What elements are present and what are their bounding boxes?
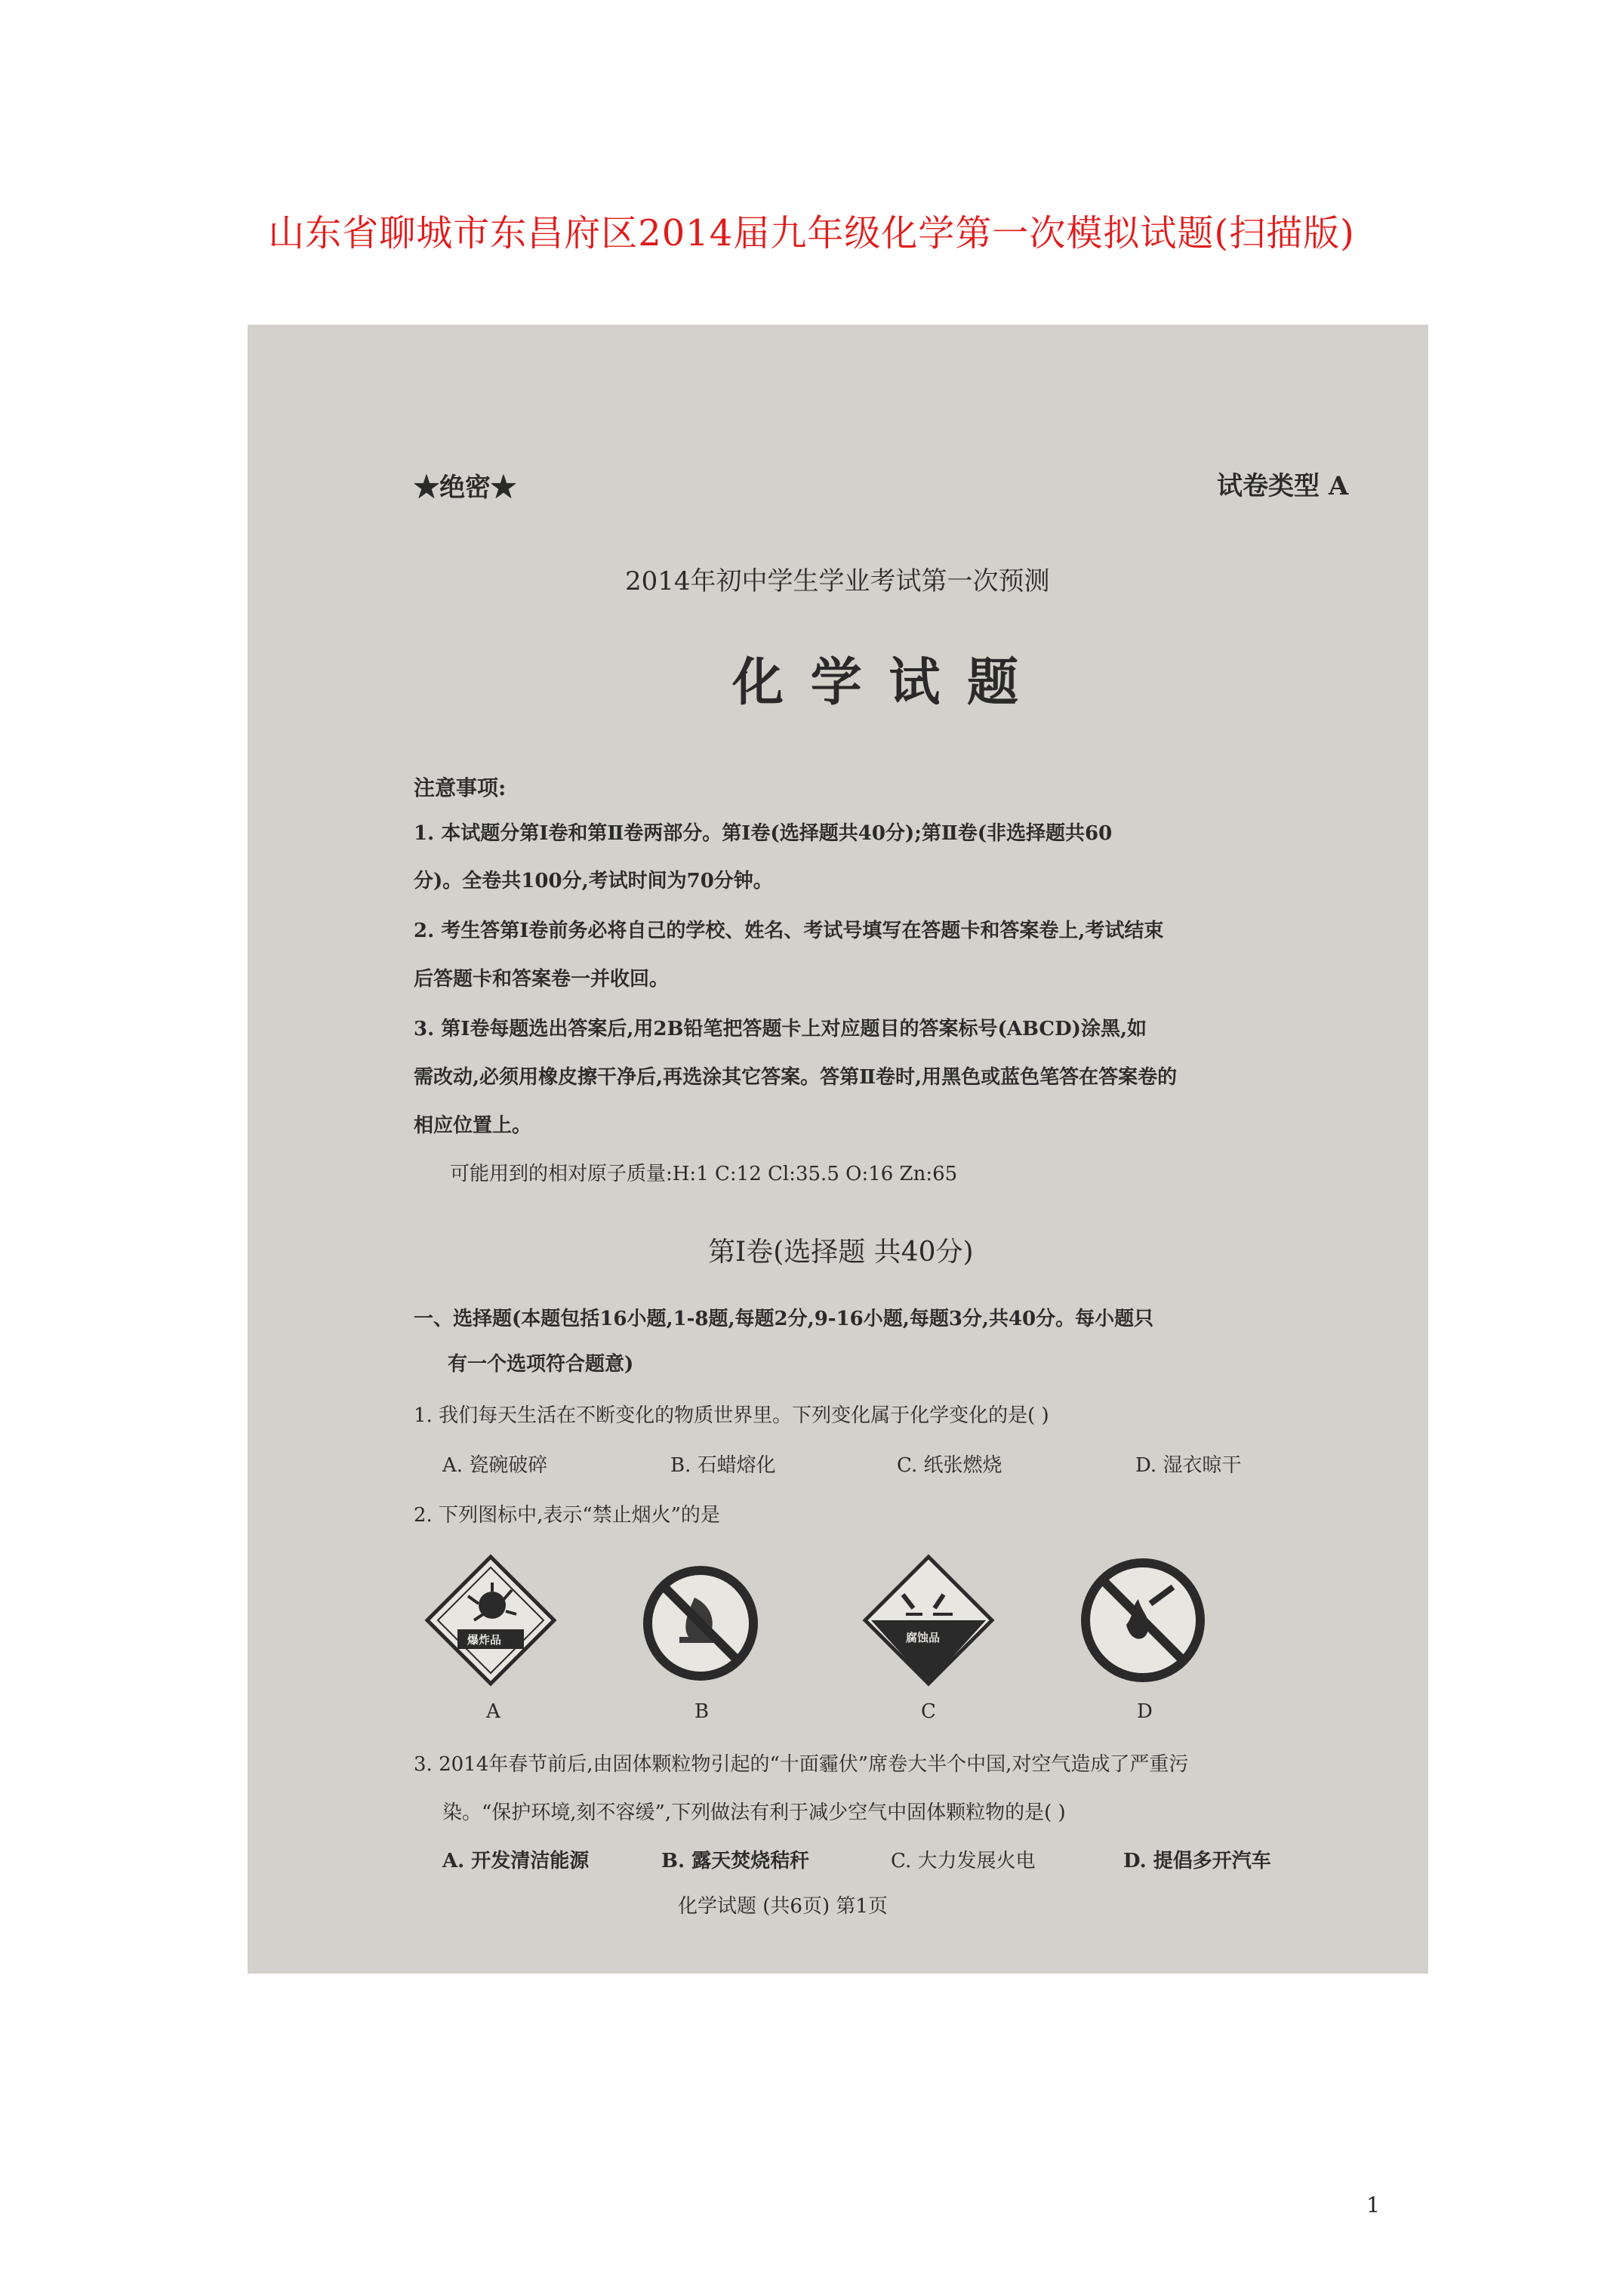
corrosive-sign-icon [861,1552,996,1688]
q1-option-a: A. 瓷碗破碎 [442,1454,548,1477]
notes-line: 1. 本试题分第Ⅰ卷和第Ⅱ卷两部分。第Ⅰ卷(选择题共40分);第Ⅱ卷(非选择题共60 [414,822,1113,845]
document-title: 山东省聊城市东昌府区2014届九年级化学第一次模拟试题(扫描版) [268,212,1355,254]
atomic-masses: 可能用到的相对原子质量:H:1 C:12 Cl:35.5 O:16 Zn:65 [450,1163,958,1185]
sign-label-c: C [921,1700,936,1723]
no-smoking-fire-sign-icon [1078,1555,1208,1685]
notes-line: 3. 第Ⅰ卷每题选出答案后,用2B铅笔把答题卡上对应题目的答案标号(ABCD)涂黑,如 [414,1018,1147,1040]
question-2-stem: 2. 下列图标中,表示“禁止烟火”的是 [414,1504,720,1527]
page-number: 1 [1366,2193,1380,2217]
question-3-stem: 3. 2014年春节前后,由固体颗粒物引起的“十面霾伏”席卷大半个中国,对空气造成了严重污 [414,1753,1189,1776]
subject-title: 化 学 试 题 [732,652,1024,713]
notes-line: 2. 考生答第Ⅰ卷前务必将自己的学校、姓名、考试号填写在答题卡和答案卷上,考试结束 [414,920,1164,942]
question-3-stem: 染。“保护环境,刻不容缓”,下列做法有利于减少空气中固体颗粒物的是( ) [442,1801,1066,1824]
q3-option-c: C. 大力发展火电 [891,1850,1036,1872]
paper-type: 试卷类型 A [1217,471,1349,501]
sign-c-text: 腐蚀品 [906,1631,941,1644]
notes-heading: 注意事项: [414,775,507,800]
q1-option-d: D. 湿衣晾干 [1135,1454,1242,1477]
notes-line: 需改动,必须用橡皮擦干净后,再选涂其它答案。答第Ⅱ卷时,用黑色或蓝色笔答在答案卷的 [414,1066,1178,1089]
question-1-stem: 1. 我们每天生活在不断变化的物质世界里。下列变化属于化学变化的是( ) [414,1404,1049,1427]
part-heading: 一、选择题(本题包括16小题,1-8题,每题2分,9-16小题,每题3分,共40分。每小题只 [414,1308,1154,1330]
section-title: 第Ⅰ卷(选择题 共40分) [708,1237,974,1268]
exam-name: 2014年初中学生学业考试第一次预测 [625,566,1050,596]
no-fire-sign-icon [642,1564,759,1682]
sign-label-b: B [694,1700,710,1723]
sign-label-d: D [1137,1700,1153,1723]
scanned-exam-page [248,325,1428,1974]
notes-line: 相应位置上。 [414,1114,532,1137]
q3-option-a: A. 开发清洁能源 [442,1850,590,1872]
page-footer: 化学试题 (共6页) 第1页 [678,1895,888,1918]
notes-line: 后答题卡和答案卷一并收回。 [414,968,670,991]
q3-option-d: D. 提倡多开汽车 [1123,1850,1271,1872]
sign-a-text: 爆炸品 [467,1633,502,1647]
secret-mark: ★绝密★ [414,473,516,503]
q1-option-c: C. 纸张燃烧 [897,1454,1002,1477]
part-heading: 有一个选项符合题意) [448,1353,634,1376]
q3-option-b: B. 露天焚烧秸秆 [661,1850,810,1872]
q1-option-b: B. 石蜡熔化 [670,1454,776,1477]
notes-line: 分)。全卷共100分,考试时间为70分钟。 [414,870,773,892]
sign-label-a: A [486,1700,500,1723]
explosive-sign-icon [423,1552,559,1688]
